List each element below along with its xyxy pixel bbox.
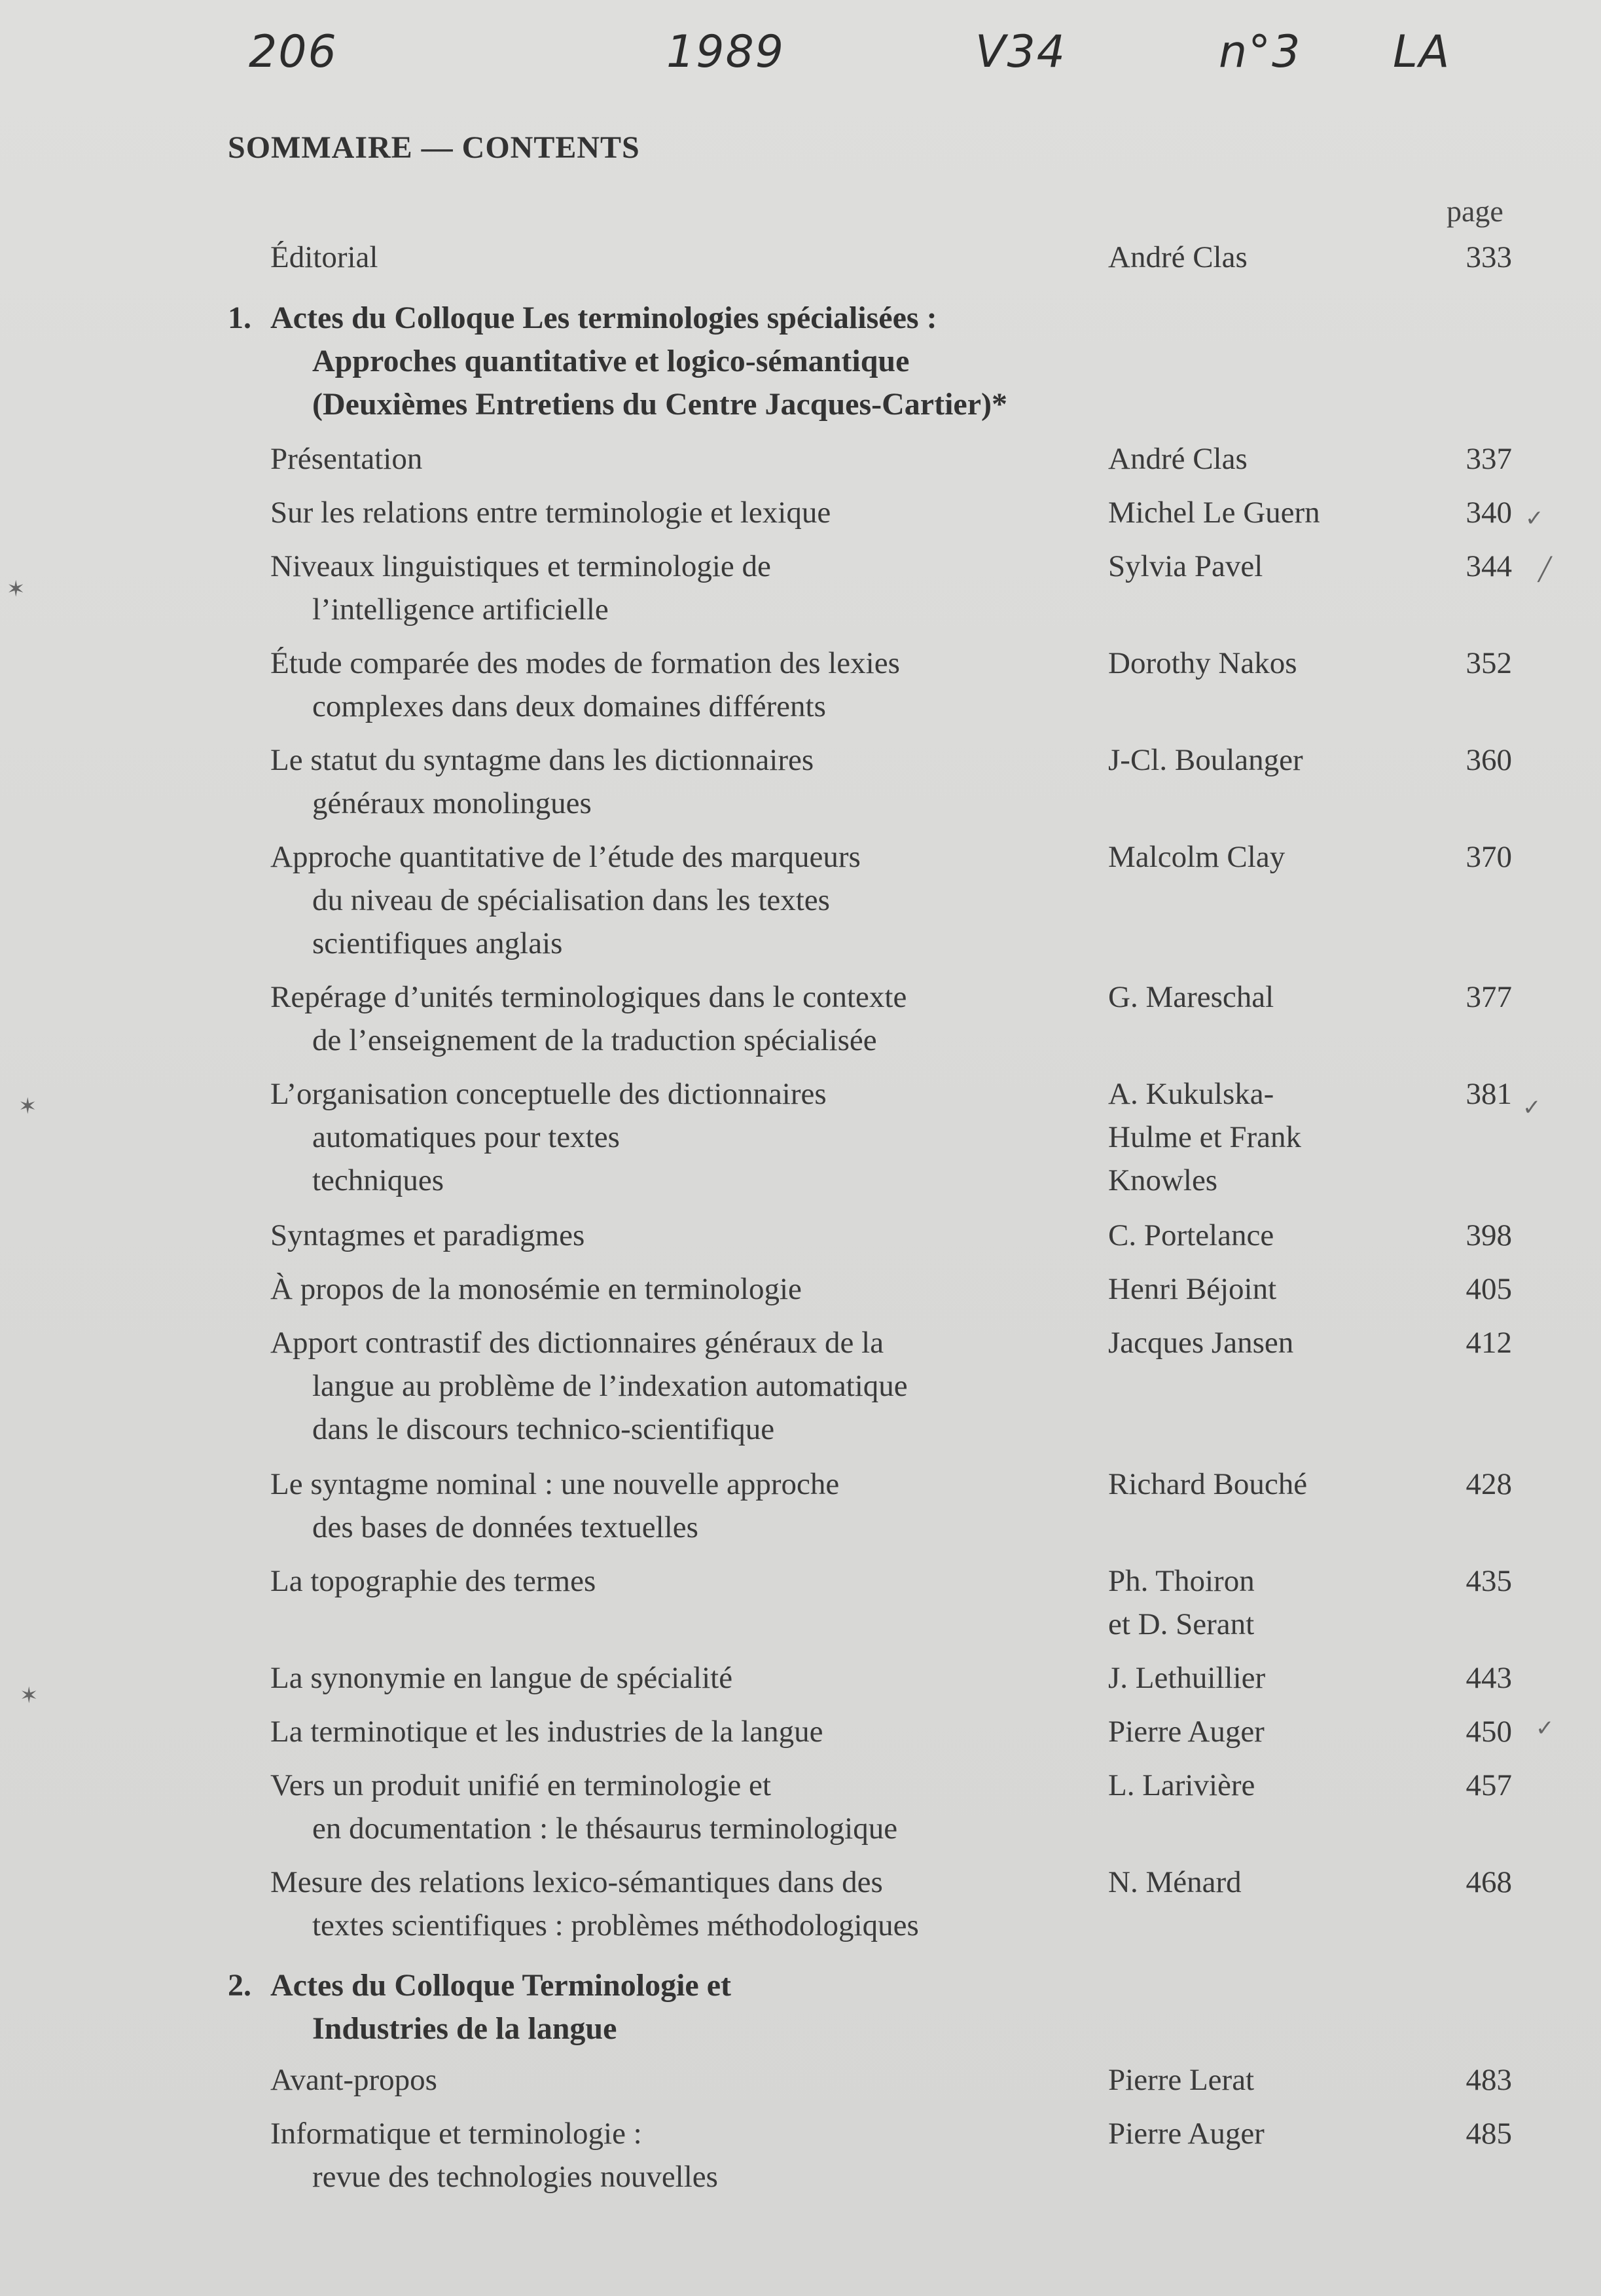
entry-title: Étude comparée des modes de formation des lexies complexes dans deux domaines différents	[270, 646, 900, 723]
entry-page: 381	[1466, 1077, 1512, 1111]
entry-author: Jacques Jansen	[1108, 1326, 1294, 1360]
entry-title: Vers un produit unifié en terminologie et en documentation : le thésaurus terminologique	[270, 1768, 898, 1846]
entry-author: Malcolm Clay	[1108, 840, 1286, 874]
margin-mark: ✶	[18, 1093, 37, 1120]
entry-page: 337	[1466, 442, 1512, 476]
entry-title: Repérage d’unités terminologiques dans le contexte de l’enseignement de la traduction spécialisée	[270, 980, 907, 1057]
entry-page: 352	[1466, 646, 1512, 680]
entry-author: L. Larivière	[1108, 1768, 1255, 1802]
entry-title: Sur les relations entre terminologie et lexique	[270, 496, 831, 530]
entry-author: C. Portelance	[1108, 1218, 1274, 1252]
entry-author: Henri Béjoint	[1108, 1272, 1277, 1306]
entry-title: L’organisation conceptuelle des dictionnaires automatiques pour textes techniques	[270, 1077, 827, 1197]
entry-page: 360	[1466, 743, 1512, 777]
entry-title: Le statut du syntagme dans les dictionnaires généraux monolingues	[270, 743, 814, 820]
entry-page: 398	[1466, 1218, 1512, 1252]
entry-title: Syntagmes et paradigmes	[270, 1218, 585, 1252]
tick-mark: ╱	[1538, 556, 1552, 583]
entry-author: J. Lethuillier	[1108, 1661, 1266, 1695]
handwritten-number: 206	[249, 26, 338, 78]
entry-page: 450	[1466, 1715, 1512, 1749]
entry-page: 412	[1466, 1326, 1512, 1360]
entry-author: J-Cl. Boulanger	[1108, 743, 1303, 777]
entry-title: À propos de la monosémie en terminologie	[270, 1272, 802, 1306]
margin-mark: ✶	[20, 1683, 39, 1709]
entry-title: Avant-propos	[270, 2063, 437, 2097]
entry-title: La topographie des termes	[270, 1564, 596, 1598]
entry-page: 485	[1466, 2117, 1512, 2151]
entry-title: La terminotique et les industries de la langue	[270, 1715, 823, 1749]
tick-mark: ✓	[1536, 1715, 1555, 1741]
entry-author: N. Ménard	[1108, 1865, 1242, 1899]
entry-author: Pierre Auger	[1108, 1715, 1265, 1749]
handwritten-volume: V34	[975, 26, 1067, 78]
entry-page: 370	[1466, 840, 1512, 874]
section-title: Actes du Colloque Terminologie et Industries de la langue	[270, 1968, 731, 2046]
handwritten-code: LA	[1393, 26, 1451, 78]
entry-title: Approche quantitative de l’étude des marqueurs du niveau de spécialisation dans les textes scientifiques anglais	[270, 840, 861, 960]
entry-author: Pierre Auger	[1108, 2117, 1265, 2151]
entry-page: 483	[1466, 2063, 1512, 2097]
entry-page: 333	[1466, 240, 1512, 274]
entry-author: G. Mareschal	[1108, 980, 1274, 1014]
handwritten-year: 1989	[666, 26, 785, 78]
entry-author: Michel Le Guern	[1108, 496, 1320, 530]
entry-title: Éditorial	[270, 240, 378, 274]
entry-author: André Clas	[1108, 240, 1248, 274]
page-column-label: page	[1447, 194, 1503, 228]
entry-page: 457	[1466, 1768, 1512, 1802]
entry-page: 443	[1466, 1661, 1512, 1695]
entry-page: 435	[1466, 1564, 1512, 1598]
tick-mark: ✓	[1522, 1095, 1541, 1121]
entry-page: 340	[1466, 496, 1512, 530]
entry-page: 344	[1466, 549, 1512, 583]
margin-mark: ✶	[7, 576, 26, 602]
entry-title: Mesure des relations lexico-sémantiques dans des textes scientifiques : problèmes méthodologiques	[270, 1865, 919, 1942]
handwritten-annotation	[0, 20, 1601, 92]
entry-title: Informatique et terminologie : revue des technologies nouvelles	[270, 2117, 718, 2194]
entry-author: A. Kukulska- Hulme et Frank Knowles	[1108, 1077, 1301, 1197]
entry-author: Pierre Lerat	[1108, 2063, 1255, 2097]
entry-title: Niveaux linguistiques et terminologie de l’intelligence artificielle	[270, 549, 771, 627]
section-number: 2.	[228, 1968, 251, 2003]
entry-author: Dorothy Nakos	[1108, 646, 1297, 680]
entry-author: Richard Bouché	[1108, 1467, 1308, 1501]
tick-mark: ✓	[1525, 505, 1544, 532]
entry-title: Apport contrastif des dictionnaires généraux de la langue au problème de l’indexation automatique dans le discours technico-scientifique	[270, 1326, 908, 1446]
entry-title: Présentation	[270, 442, 423, 476]
entry-author: Sylvia Pavel	[1108, 549, 1263, 583]
section-number: 1.	[228, 301, 251, 335]
entry-page: 377	[1466, 980, 1512, 1014]
entry-author: André Clas	[1108, 442, 1248, 476]
entry-page: 405	[1466, 1272, 1512, 1306]
entry-title: Le syntagme nominal : une nouvelle approche des bases de données textuelles	[270, 1467, 840, 1544]
contents-heading: SOMMAIRE — CONTENTS	[228, 130, 640, 165]
entry-author: Ph. Thoiron et D. Serant	[1108, 1564, 1255, 1641]
section-title: Actes du Colloque Les terminologies spécialisées : Approches quantitative et logico-sémantique (Deuxièmes Entretiens du Centre Jacques-Cartier)*	[270, 301, 1008, 422]
entry-page: 468	[1466, 1865, 1512, 1899]
handwritten-issue: n°3	[1219, 26, 1302, 78]
entry-page: 428	[1466, 1467, 1512, 1501]
entry-title: La synonymie en langue de spécialité	[270, 1661, 733, 1695]
